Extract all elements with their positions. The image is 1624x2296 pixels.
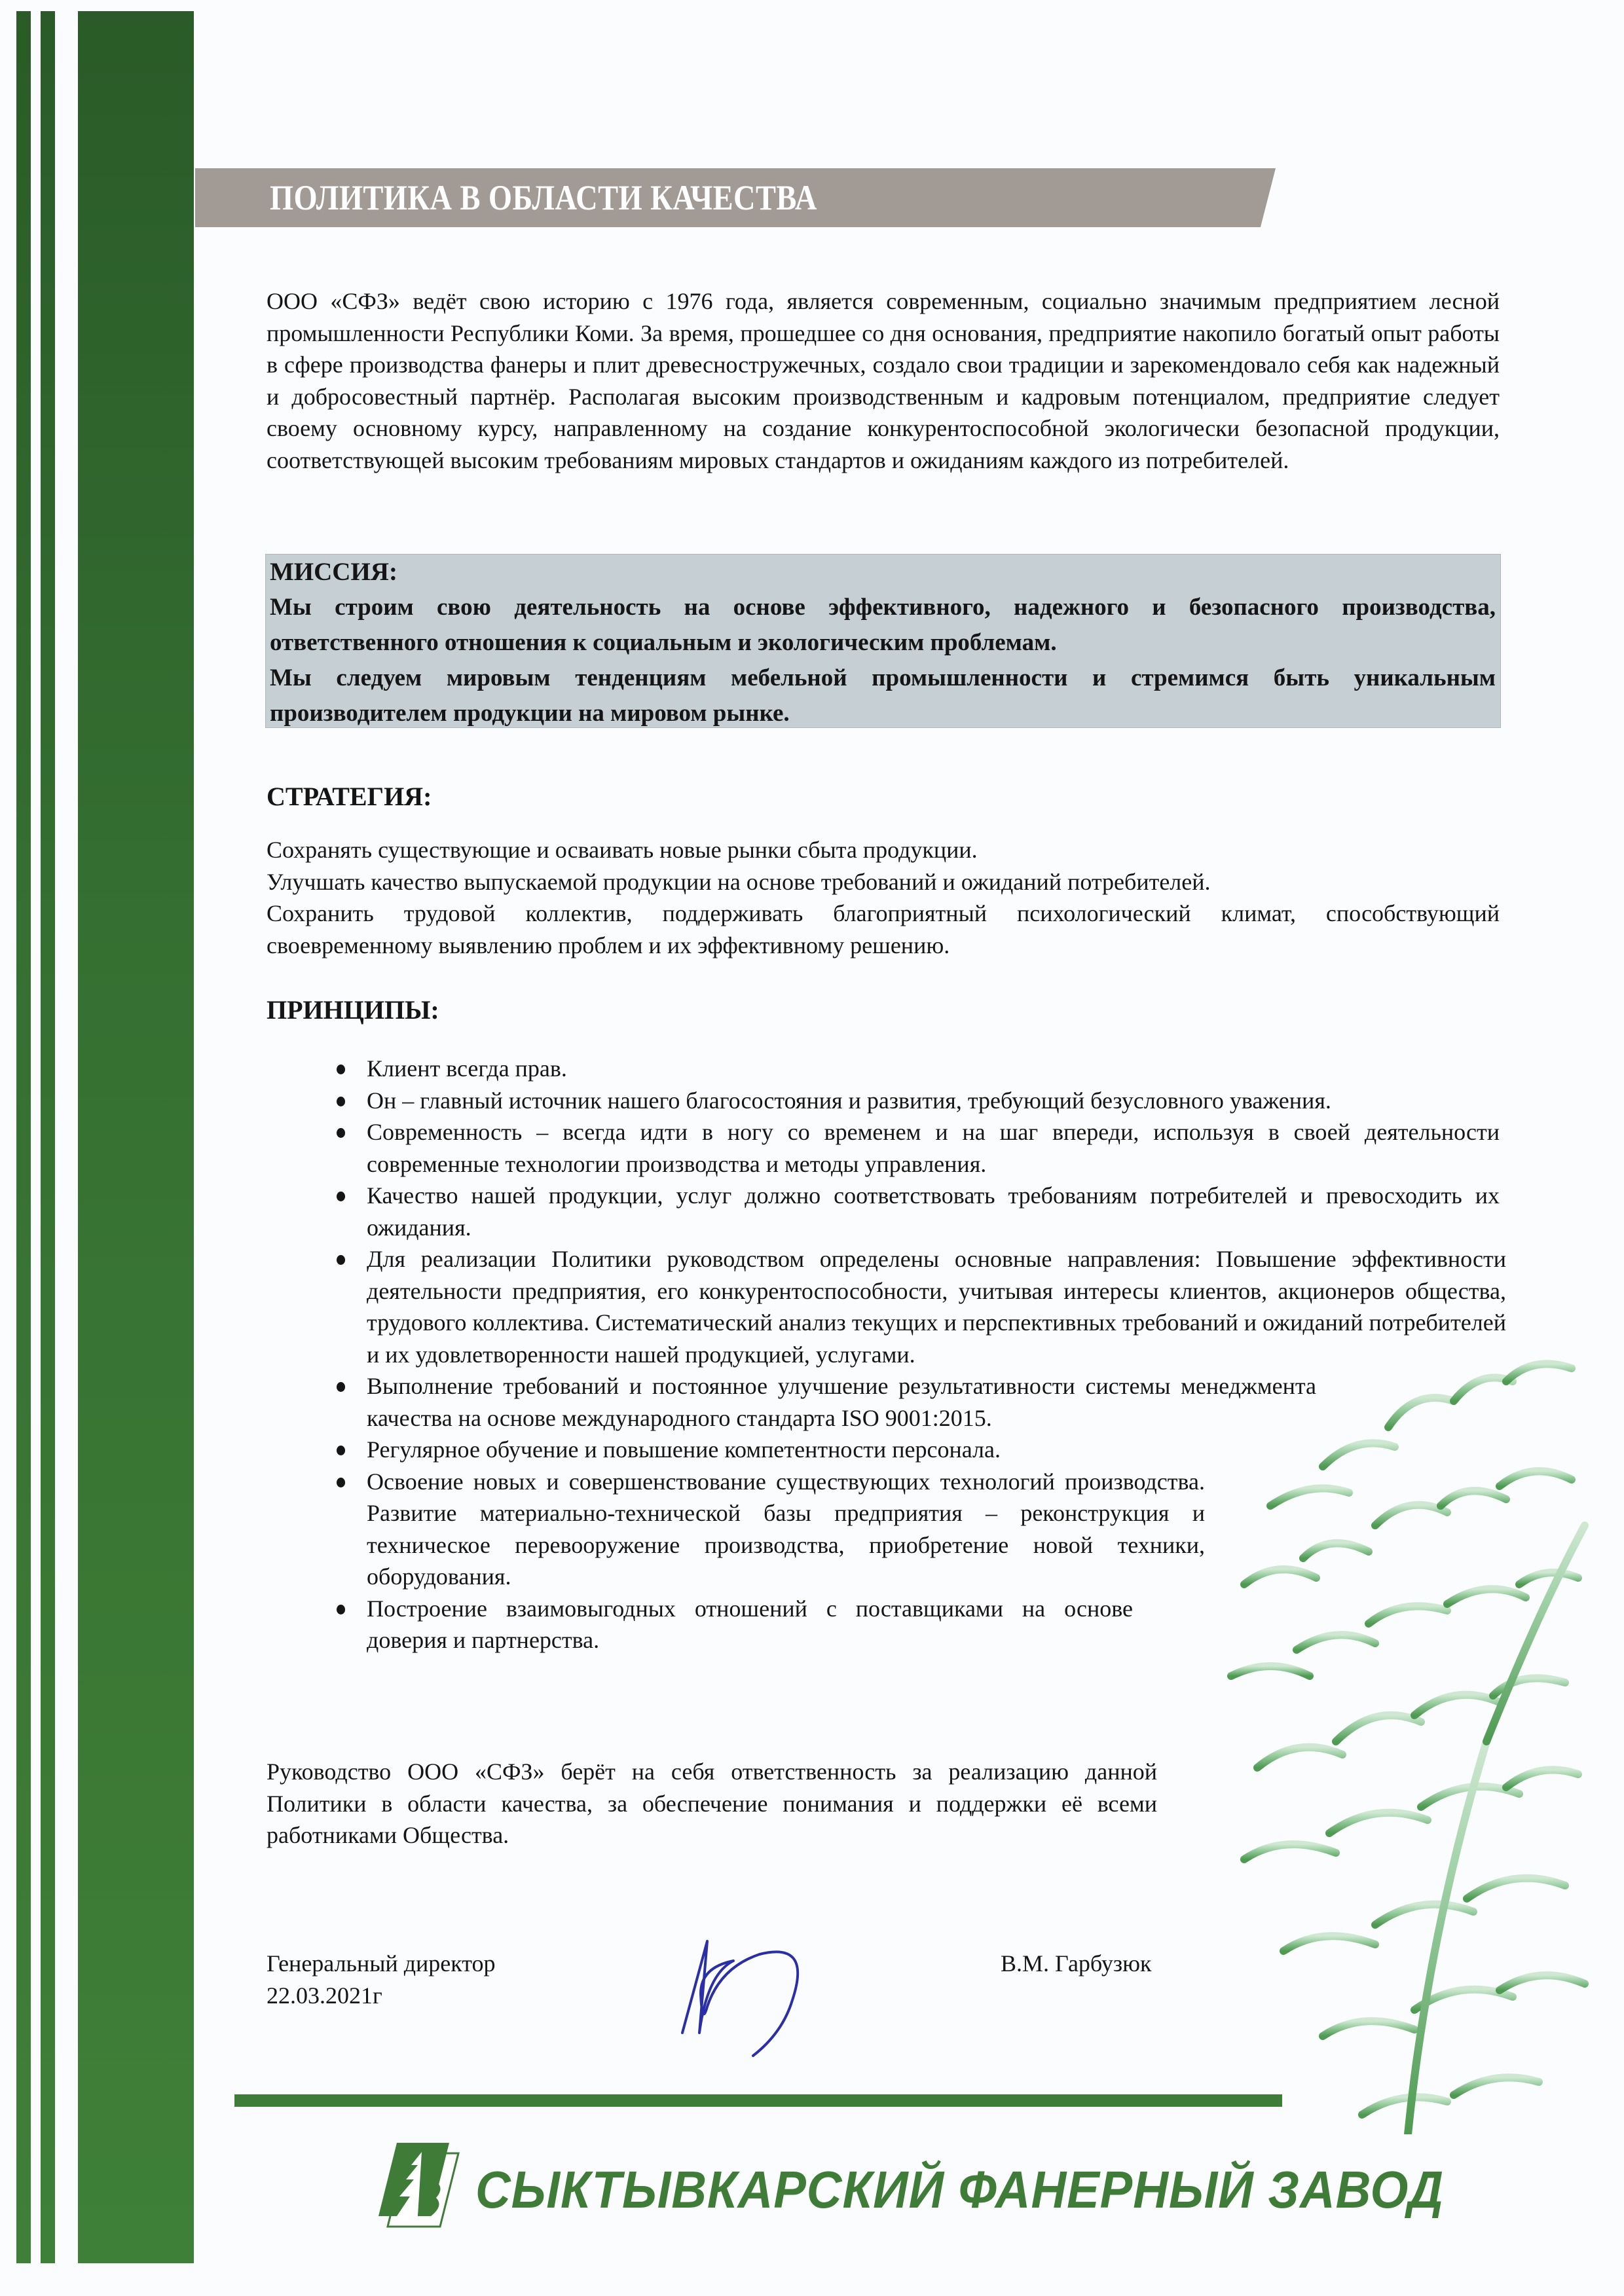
bullet-icon [337,1128,345,1138]
principle-item: Построение взаимовыгодных отношений с поставщиками на основе доверия и партнерства. [327,1593,1133,1656]
strategy-heading: СТРАТЕГИЯ: [267,782,432,811]
intro-paragraph: ООО «СФЗ» ведёт свою историю с 1976 года, является современным, социально значимым предприятием лесной промышленности Республики Коми. За время, прошедшее со дня основания, предприятие накопило богатый опыт работы в сфере производства фанеры и плит древесностружечных, создало свои традиции и зарекомендовало себя как надежный и добросовестный партнёр. Располагая высоким производственным и кадровым потенциалом, предприятие следует своему основному курсу, направленному на создание конкурентоспособной экологически безопасной продукции, соответствующей высоким требованиям мировых стандартов и ожиданиям каждого из потребителей. [267,288,1500,473]
handwritten-signature [661,1928,832,2059]
bullet-icon [337,1446,345,1455]
mission-heading: МИССИЯ: [270,558,397,586]
bullet-icon [337,1192,345,1201]
mission-paragraph: Мы строим свою деятельность на основе эффективного, надежного и безопасного производства, ответственного отношения к социальным и экологическим проблемам. [270,594,1496,656]
bullet-icon [337,1382,345,1392]
bullet-icon [337,1255,345,1265]
mission-section [270,555,1496,731]
bullet-icon [337,1097,345,1106]
closing-paragraph: Руководство ООО «СФЗ» берёт на себя ответственность за реализацию данной Политики в области качества, за обеспечение понимания и поддержки её всеми работниками Общества. [267,1758,1157,1848]
strategy-item: Сохранять существующие и осваивать новые рынки сбыта продукции. [267,837,978,863]
principle-item: Современность – всегда идти в ногу со временем и на шаг впереди, используя в своей деятельности современные технологии производства и методы управления. [327,1116,1500,1180]
principle-item: Качество нашей продукции, услуг должно соответствовать требованиям потребителей и превосходить их ожидания. [327,1180,1500,1243]
strategy-list [267,834,1500,961]
bullet-icon [337,1605,345,1614]
principle-item: Для реализации Политики руководством определены основные направления: Повышение эффективности деятельности предприятия, его конкурентоспособности, учитывая интересы клиентов, акционеров общества, трудового коллектива. Систематический анализ текущих и перспективных требований и ожиданий потребителей и их удовлетворенности нашей продукцией, услугами. [327,1243,1506,1370]
signer-block [267,1948,496,2011]
page-title: ПОЛИТИКА В ОБЛАСТИ КАЧЕСТВА [270,178,817,217]
footer-rule [234,2094,1282,2107]
principle-item: Выполнение требований и постоянное улучшение результативности системы менеджмента качества на основе международного стандарта ISO 9001:2015. [327,1370,1316,1434]
principles-heading: ПРИНЦИПЫ: [267,995,439,1025]
principle-item: Освоение новых и совершенствование существующих технологий производства. Развитие материально-технической базы предприятия – реконструкция и техническое перевооружение производства, приобретение новой техники, оборудования. [327,1466,1205,1593]
left-stripe-thin-1 [16,11,31,2263]
left-stripe-thin-2 [41,11,55,2263]
signer-role: Генеральный директор [267,1950,496,1977]
left-stripe-wide [78,11,194,2263]
signer-name: В.М. Гарбузюк [1001,1950,1152,1977]
strategy-item: Сохранить трудовой коллектив, поддерживать благоприятный психологический климат, способствующий своевременному выявлению проблем и их эффективному решению. [267,900,1500,958]
sign-date: 22.03.2021г [267,1982,382,2009]
strategy-item: Улучшать качество выпускаемой продукции на основе требований и ожиданий потребителей. [267,868,1211,895]
principle-item: Он – главный источник нашего благосостояния и развития, требующий безусловного уважения. [327,1085,1500,1117]
company-logo-icon [371,2131,475,2236]
bullet-icon [337,1478,345,1487]
principle-item: Регулярное обучение и повышение компетентности персонала. [327,1434,1316,1466]
company-name: СЫКТЫВКАРСКИЙ ФАНЕРНЫЙ ЗАВОД [475,2160,1444,2219]
principle-item: Клиент всегда прав. [327,1053,1500,1085]
bullet-icon [337,1065,345,1074]
decorative-tree-illustration [1192,1309,1598,2134]
mission-paragraph: Мы следуем мировым тенденциям мебельной промышленности и стремимся быть уникальным производителем продукции на мировом рынке. [270,665,1496,727]
